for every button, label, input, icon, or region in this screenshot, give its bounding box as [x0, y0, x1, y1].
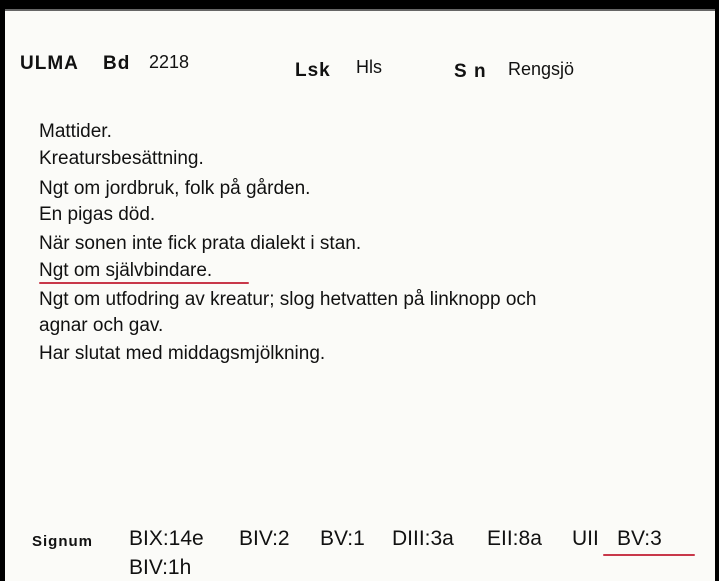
content-line-4: En pigas död. [39, 204, 156, 225]
archive-label: ULMA [20, 53, 79, 74]
lsk-label: Lsk [295, 60, 331, 81]
archive-card [5, 9, 715, 581]
highlight-underline [39, 282, 249, 284]
signum-code: BV:3 [617, 527, 662, 550]
signum-code: UII [572, 527, 599, 550]
signum-code: EII:8a [487, 527, 542, 550]
signum-code: DIII:3a [392, 527, 454, 550]
content-line-9: Har slutat med middagsmjölkning. [39, 343, 326, 364]
signum-code: BV:1 [320, 527, 365, 550]
signum-code: BIV:1h [129, 556, 192, 579]
content-line-3: Ngt om jordbruk, folk på gården. [39, 178, 311, 199]
sn-value: Rengsjö [508, 59, 575, 79]
signum-code: BIX:14e [129, 527, 204, 550]
content-line-6: Ngt om självbindare. [39, 260, 213, 281]
bd-label: Bd [103, 53, 131, 74]
sn-label: S n [454, 61, 487, 82]
signum-underline [603, 554, 695, 556]
content-line-7: Ngt om utfodring av kreatur; slog hetvatten på linknopp och [39, 289, 537, 310]
signum-code: BIV:2 [239, 527, 290, 550]
content-line-8: agnar och gav. [39, 315, 164, 336]
content-line-1: Mattider. [39, 121, 112, 142]
content-line-2: Kreatursbesättning. [39, 148, 204, 169]
bd-value: 2218 [149, 52, 190, 72]
content-line-5: När sonen inte fick prata dialekt i stan. [39, 233, 362, 254]
signum-label: Signum [32, 533, 93, 550]
lsk-value: Hls [356, 57, 382, 77]
